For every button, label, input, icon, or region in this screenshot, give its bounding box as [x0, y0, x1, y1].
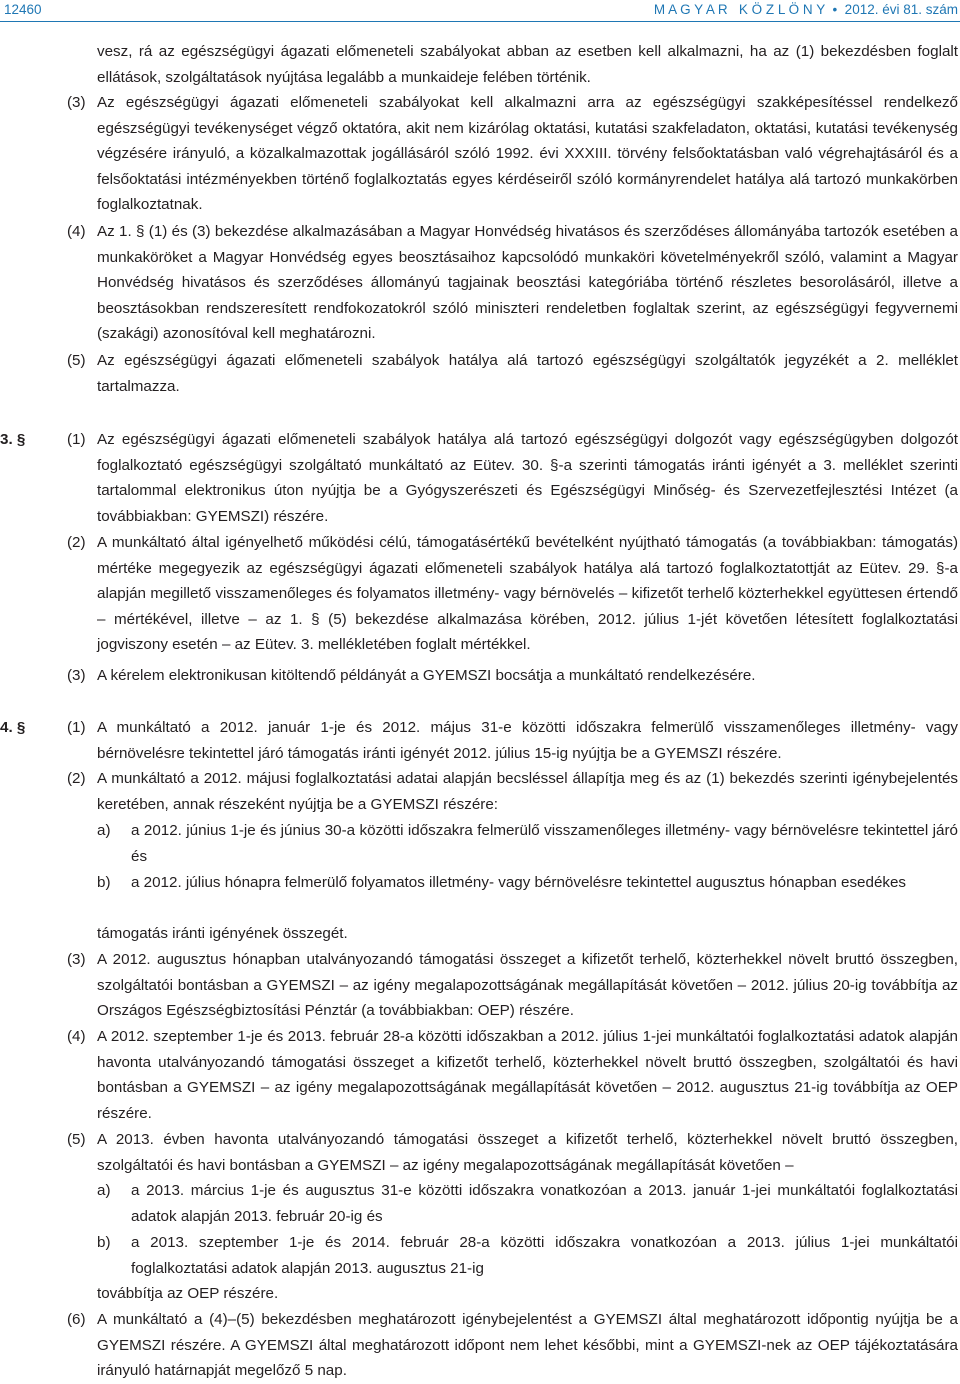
paragraph-text: A 2012. augusztus hónapban utalványozandó támogatási összeget a kifizetőt terhelő, közterhekkel növelt bruttó összegben, szolgáltatói bontásban a GYEMSZI – az igény megalapozottságának megállapítását követően – 2012. július 20-ig továbbítja az Országos Egészségbiztosítási Pénztár (a továbbiakban: OEP) részére.	[97, 951, 958, 1020]
paragraph-text: Az egészségügyi ágazati előmeneteli szabályokat kell alkalmazni arra az egészségügyi szakképesítéssel rendelkező egészségügyi tevékenységet végző oktatóra, akit nem kizárólag oktatási, kutatási szakfeladaton, oktatási, kutatási tevékenység végzésére irányuló, a közalkalmazottak jogállásáról szóló 1992. évi XXXIII. törvény felsőoktatásban való végrehajtásáról és a felsőoktatási intézményekben történő foglalkoztatás egyes kérdéseiről szóló kormányrendelet hatálya alá tartozó munkakörben foglalkoztatnak.	[97, 94, 958, 214]
paragraph-label: (1)	[67, 431, 86, 448]
header-rule	[0, 21, 960, 22]
paragraph-text: Az egészségügyi ágazati előmeneteli szabályok hatálya alá tartozó egészségügyi dolgozót vagy egészségügyben dolgozót foglalkoztató egészségügyi szolgáltató munkáltató az Eütev. 30. §-a szerinti támogatás iránti igényét a 3. melléklet szerinti tartalommal elektronikus úton nyújtja be a Gyógyszerészeti és Egészségügyi Minőség- és Szervezetfejlesztési Intézet (a továbbiakban: GYEMSZI) részére.	[97, 431, 958, 525]
paragraph-text: támogatás iránti igényének összegét.	[97, 925, 348, 942]
paragraph-label: (3)	[67, 94, 86, 111]
point-text: a 2012. június 1-je és június 30-a közötti időszakra felmerülő visszamenőleges illetmény- vagy bérnövelésre tekintettel járó és	[131, 822, 958, 865]
paragraph-label: (2)	[67, 534, 86, 551]
section-number: 3. §	[0, 431, 26, 448]
paragraph-label: (5)	[67, 1131, 86, 1148]
paragraph-text: A munkáltató a 2012. májusi foglalkoztatási adatai alapján becsléssel állapítja meg és az (1) bekezdés szerinti igénybejelentés keretében, annak részeként nyújtja be a GYEMSZI részére:	[97, 770, 958, 813]
paragraph-text: továbbítja az OEP részére.	[97, 1285, 279, 1302]
paragraph-text: vesz, rá az egészségügyi ágazati előmeneteli szabályokat abban az esetben kell alkalmazni, ha az (1) bekezdésben foglalt ellátások, szolgáltatások nyújtása legalább a munkaideje felében történik.	[97, 43, 958, 86]
publication-title: M A G Y A R K Ö Z L Ö N Y • 2012. évi 81. szám	[653, 2, 958, 17]
point-label: a)	[97, 1182, 111, 1199]
point-label: b)	[97, 1234, 111, 1251]
page-number: 12460	[4, 2, 42, 17]
paragraph-label: (1)	[67, 719, 86, 736]
paragraph-text: Az 1. § (1) és (3) bekezdése alkalmazásában a Magyar Honvédség hivatásos és szerződéses állományába tartozók esetében a munkaköröket a Magyar Honvédség egyes beosztásaihoz kapcsolódó munkaköri követelményekről szóló, valamint a Magyar Honvédség hivatásos és szerződéses állományú tagjainak beosztási kategóriába történő részletes besorolásáról, illetve a beosztásokban rendszeresített rendfokozatokról szóló miniszteri rendeletben foglaltak szerint, az egészségügyi fegyvernemi (szakági) azonosítóval kell meghatározni.	[97, 223, 958, 343]
paragraph-label: (3)	[67, 951, 86, 968]
point-label: a)	[97, 822, 111, 839]
paragraph-label: (4)	[67, 1028, 86, 1045]
section-number: 4. §	[0, 719, 26, 736]
page-header	[0, 0, 960, 22]
point-text: a 2013. március 1-je és augusztus 31-e közötti időszakra vonatkozóan a 2013. január 1-jei munkáltatói foglalkoztatási adatok alapján 2013. február 20-ig és	[131, 1182, 958, 1225]
paragraph-label: (3)	[67, 667, 86, 684]
paragraph-label: (6)	[67, 1311, 86, 1328]
paragraph-text: A 2013. évben havonta utalványozandó támogatási összeget a kifizetőt terhelő, közterhekkel növelt bruttó összegben, szolgáltatói és havi bontásban a GYEMSZI – az igény megalapozottságának megállapítását követően –	[97, 1131, 958, 1174]
paragraph-label: (2)	[67, 770, 86, 787]
paragraph-text: A munkáltató által igényelhető működési célú, támogatásértékű bevételként nyújtható támogatás (a továbbiakban: támogatás) mértéke megegyezik az egészségügyi ágazati előmeneteli szabályok hatálya alá tartozó foglalkoztatottját az Eütev. 29. §-a alapján megillető visszamenőleges és folyamatos illetmény- vagy bérnövelés – kifizetőt terhelő közterhekkel együttesen értendő – mértékével, illetve – az 1. § (5) bekezdése alkalmazása körében, 2012. július 1-jét követően létesített foglalkoztatási jogviszony esetén – az Eütev. 3. mellékletében foglalt mértékkel.	[97, 534, 958, 654]
point-text: a 2012. július hónapra felmerülő folyamatos illetmény- vagy bérnövelésre tekintettel augusztus hónapban esedékes	[131, 874, 907, 891]
point-label: b)	[97, 874, 111, 891]
paragraph-text: A munkáltató a 2012. január 1-je és 2012. május 31-e közötti időszakra felmerülő visszamenőleges illetmény- vagy bérnövelésre tekintettel járó támogatás iránti igényét 2012. július 15-ig nyújtja be a GYEMSZI részére.	[97, 719, 958, 762]
paragraph-text: Az egészségügyi ágazati előmeneteli szabályok hatálya alá tartozó egészségügyi szolgáltatók jegyzékét a 2. melléklet tartalmazza.	[97, 352, 958, 395]
paragraph-label: (4)	[67, 223, 86, 240]
point-text: a 2013. szeptember 1-je és 2014. február 28-a közötti időszakra vonatkozóan a 2013. július 1-jei munkáltatói foglalkoztatási adatok alapján 2013. augusztus 21-ig	[131, 1234, 958, 1277]
paragraph-text: A munkáltató a (4)–(5) bekezdésben meghatározott igénybejelentést a GYEMSZI által meghatározott időpontig nyújtja be a GYEMSZI részére. A GYEMSZI által meghatározott időpont nem lehet későbbi, mint a GYEMSZI-nek az OEP tájékoztatására irányuló határnapját megelőző 5 nap.	[97, 1311, 958, 1380]
paragraph-label: (5)	[67, 352, 86, 369]
paragraph-text: A kérelem elektronikusan kitöltendő példányát a GYEMSZI bocsátja a munkáltató rendelkezésére.	[97, 667, 756, 684]
paragraph-text: A 2012. szeptember 1-je és 2013. február 28-a közötti időszakban a 2012. július 1-jei munkáltatói foglalkoztatási adatok alapján havonta utalványozandó támogatási összeget a kifizetőt terhelő, közterhekkel növelt bruttó összegben, szolgáltatói és havi bontásban a GYEMSZI – az igény megalapozottságának megállapítását követően – 2012. augusztus 21-ig továbbítja az OEP részére.	[97, 1028, 958, 1122]
